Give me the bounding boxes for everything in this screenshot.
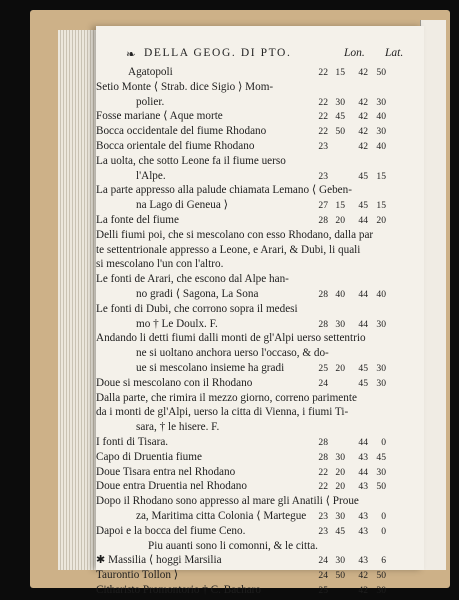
longitude-minutes: 20: [335, 214, 345, 226]
header-title: DELLA GEOG. DI PTO.: [144, 47, 292, 59]
latitude-minutes: 30: [376, 318, 386, 330]
entry-text: Bocca orientale del fiume Rhodano: [96, 139, 255, 152]
gazetteer-entry: [96, 199, 424, 213]
gazetteer-entry: [96, 347, 424, 361]
entry-text: La parte appresso alla palude chiamata Lemano ⟨ Geben-: [96, 184, 352, 197]
entry-text: ne si uoltano anchora uerso l'occaso, & do-: [136, 347, 329, 360]
longitude-degrees: 22: [318, 126, 328, 138]
longitude-degrees: 24: [318, 377, 328, 389]
latitude-minutes: 40: [376, 140, 386, 152]
longitude-minutes: 45: [335, 525, 345, 537]
entry-text: ue si mescolano insieme ha gradi: [136, 361, 285, 374]
latitude-minutes: 40: [376, 288, 386, 300]
entry-text: polier.: [136, 95, 165, 108]
gazetteer-entry: [96, 480, 424, 494]
gazetteer-list: [96, 66, 424, 599]
longitude-minutes: 30: [335, 451, 345, 463]
entry-text: da i monti de gl'Alpi, uerso la citta di Vienna, i fiumi Ti-: [96, 406, 349, 419]
entry-text: te settentrionale appresso a Leone, e Arari, & Dubi, li quali: [96, 243, 361, 256]
entry-text: Setio Monte ⟨ Strab. dice Sigio ⟩ Mom-: [96, 80, 274, 93]
entry-text: Doue entra Druentia nel Rhodano: [96, 480, 247, 493]
latitude-degrees: 44: [358, 288, 368, 300]
longitude-minutes: 20: [335, 481, 345, 493]
longitude-minutes: 45: [335, 111, 345, 123]
longitude-degrees: 28: [318, 436, 328, 448]
longitude-degrees: 22: [318, 96, 328, 108]
gazetteer-entry: [96, 66, 424, 80]
latitude-degrees: 42: [358, 126, 368, 138]
gazetteer-entry: [96, 288, 424, 302]
longitude-degrees: 28: [318, 318, 328, 330]
longitude-minutes: 20: [335, 362, 345, 374]
entry-text: za, Maritima citta Colonia ⟨ Martegue: [136, 509, 307, 522]
entry-text: no gradi ⟨ Sagona, La Sona: [136, 287, 259, 300]
latitude-minutes: 50: [376, 481, 386, 493]
latitude-degrees: 44: [358, 318, 368, 330]
gazetteer-entry: [96, 303, 424, 317]
longitude-degrees: 28: [318, 451, 328, 463]
longitude-degrees: 24: [318, 570, 328, 582]
gazetteer-entry: [96, 155, 424, 169]
latitude-minutes: 15: [376, 170, 386, 182]
latitude-degrees: 43: [358, 510, 368, 522]
latitude-degrees: 44: [358, 214, 368, 226]
entry-text: Taurontio Tollon ⟩: [96, 569, 179, 582]
latitude-degrees: 42: [358, 96, 368, 108]
longitude-heading: Lon.: [344, 47, 365, 59]
latitude-degrees: 42: [358, 584, 368, 596]
entry-text: Doue Tisara entra nel Rhodano: [96, 465, 236, 478]
longitude-degrees: 23: [318, 525, 328, 537]
latitude-minutes: 50: [376, 67, 386, 78]
entry-text: Dalla parte, che rimira il mezzo giorno, correno parimente: [96, 391, 357, 404]
entry-text: Dopo il Rhodano sono appresso al mare gli Anatili ⟨ Proue: [96, 495, 359, 508]
gazetteer-entry: [96, 451, 424, 465]
latitude-degrees: 45: [358, 200, 368, 212]
gazetteer-entry: [96, 96, 424, 110]
entry-text: Delli fiumi poi, che si mescolano con esso Rhodano, dalla par: [96, 228, 374, 241]
longitude-minutes: 30: [335, 555, 345, 567]
latitude-degrees: 45: [358, 362, 368, 374]
latitude-degrees: 44: [358, 466, 368, 478]
longitude-degrees: 22: [318, 67, 328, 78]
latitude-heading: Lat.: [385, 47, 404, 59]
gazetteer-entry: [96, 229, 424, 243]
longitude-minutes: 50: [335, 570, 345, 582]
entry-text: Dapoi e la bocca del fiume Ceno.: [96, 524, 246, 537]
latitude-degrees: 42: [358, 140, 368, 152]
gazetteer-entry: [96, 81, 424, 95]
entry-text: Le fonti di Dubi, che corrono sopra il medesi: [96, 302, 298, 315]
gazetteer-entry: [96, 406, 424, 420]
longitude-degrees: 25: [318, 362, 328, 374]
entry-text: si mescolano l'un con l'altro.: [96, 258, 224, 271]
longitude-degrees: 22: [318, 481, 328, 493]
latitude-minutes: 20: [376, 214, 386, 226]
latitude-minutes: 0: [381, 510, 386, 522]
leaf-ornament-icon: ❧: [126, 49, 136, 61]
gazetteer-entry: [96, 554, 424, 568]
latitude-degrees: 42: [358, 67, 368, 78]
gazetteer-entry: [96, 244, 424, 258]
gazetteer-entry: [96, 214, 424, 228]
gazetteer-entry: [96, 525, 424, 539]
latitude-degrees: 42: [358, 570, 368, 582]
entry-text: mo † Le Doulx. F.: [136, 317, 218, 330]
gazetteer-entry: [96, 421, 424, 435]
longitude-degrees: 25: [318, 584, 328, 596]
gazetteer-entry: [96, 110, 424, 124]
latitude-minutes: 30: [376, 362, 386, 374]
latitude-degrees: 44: [358, 436, 368, 448]
longitude-minutes: 40: [335, 288, 345, 300]
entry-text: sara, † le hisere. F.: [136, 421, 220, 434]
gazetteer-entry: [96, 569, 424, 583]
longitude-degrees: 23: [318, 170, 328, 182]
latitude-minutes: 0: [381, 436, 386, 448]
gazetteer-entry: [96, 140, 424, 154]
entry-text: Citharisto Promontorio † C. Bacharo: [96, 583, 261, 596]
latitude-minutes: 30: [376, 466, 386, 478]
latitude-minutes: 45: [376, 451, 386, 463]
entry-text: na Lago di Geneua ⟩: [136, 199, 228, 212]
latitude-minutes: 40: [376, 111, 386, 123]
latitude-minutes: 15: [376, 200, 386, 212]
latitude-minutes: 30: [376, 96, 386, 108]
latitude-minutes: 30: [376, 126, 386, 138]
entry-text: Andando li detti fiumi dalli monti de gl'Alpi uerso settentrio: [96, 332, 366, 345]
longitude-minutes: 15: [335, 200, 345, 212]
longitude-minutes: 15: [335, 67, 345, 78]
entry-text: Doue si mescolano con il Rhodano: [96, 376, 253, 389]
entry-text: Agatopoli: [128, 66, 173, 78]
running-header: [126, 47, 416, 63]
longitude-degrees: 28: [318, 288, 328, 300]
longitude-minutes: 30: [335, 318, 345, 330]
longitude-degrees: 22: [318, 466, 328, 478]
longitude-degrees: 23: [318, 140, 328, 152]
gazetteer-entry: [96, 362, 424, 376]
gazetteer-entry: [96, 184, 424, 198]
gazetteer-entry: [96, 495, 424, 509]
gazetteer-entry: [96, 392, 424, 406]
latitude-minutes: 30: [376, 584, 386, 596]
latitude-degrees: 43: [358, 525, 368, 537]
gazetteer-entry: [96, 436, 424, 450]
latitude-minutes: 0: [381, 525, 386, 537]
latitude-degrees: 43: [358, 481, 368, 493]
latitude-degrees: 45: [358, 170, 368, 182]
latitude-degrees: 45: [358, 377, 368, 389]
gazetteer-entry: [96, 332, 424, 346]
latitude-degrees: 43: [358, 555, 368, 567]
gazetteer-entry: [96, 318, 424, 332]
entry-text: l'Alpe.: [136, 169, 166, 182]
entry-text: Piu auanti sono li comonni, & le citta.: [148, 539, 318, 552]
gazetteer-entry: [96, 273, 424, 287]
longitude-degrees: 22: [318, 111, 328, 123]
entry-text: ✱ Massilia ⟨ hoggi Marsilia: [96, 554, 222, 567]
longitude-minutes: 50: [335, 126, 345, 138]
longitude-degrees: 28: [318, 214, 328, 226]
longitude-degrees: 24: [318, 555, 328, 567]
gazetteer-entry: [96, 584, 424, 598]
gazetteer-entry: [96, 125, 424, 139]
latitude-minutes: 50: [376, 570, 386, 582]
longitude-degrees: 27: [318, 200, 328, 212]
gazetteer-entry: [96, 377, 424, 391]
entry-text: La uolta, che sotto Leone fa il fiume uerso: [96, 154, 286, 167]
entry-text: Fosse mariane ⟨ Aque morte: [96, 110, 223, 123]
longitude-minutes: 20: [335, 466, 345, 478]
latitude-minutes: 6: [381, 555, 386, 567]
gazetteer-entry: [96, 466, 424, 480]
book-page: [96, 26, 424, 596]
entry-text: Bocca occidentale del fiume Rhodano: [96, 125, 267, 138]
entry-text: I fonti di Tisara.: [96, 435, 169, 448]
entry-text: La fonte del fiume: [96, 213, 179, 226]
gazetteer-entry: [96, 170, 424, 184]
latitude-degrees: 43: [358, 451, 368, 463]
entry-text: Capo di Druentia fiume: [96, 450, 202, 463]
entry-text: Le fonti de Arari, che escono dal Alpe han-: [96, 273, 289, 286]
gazetteer-entry: [96, 258, 424, 272]
longitude-minutes: 30: [335, 96, 345, 108]
gazetteer-entry: [96, 540, 424, 554]
latitude-degrees: 42: [358, 111, 368, 123]
gazetteer-entry: [96, 510, 424, 524]
latitude-minutes: 30: [376, 377, 386, 389]
longitude-minutes: 30: [335, 510, 345, 522]
longitude-degrees: 23: [318, 510, 328, 522]
